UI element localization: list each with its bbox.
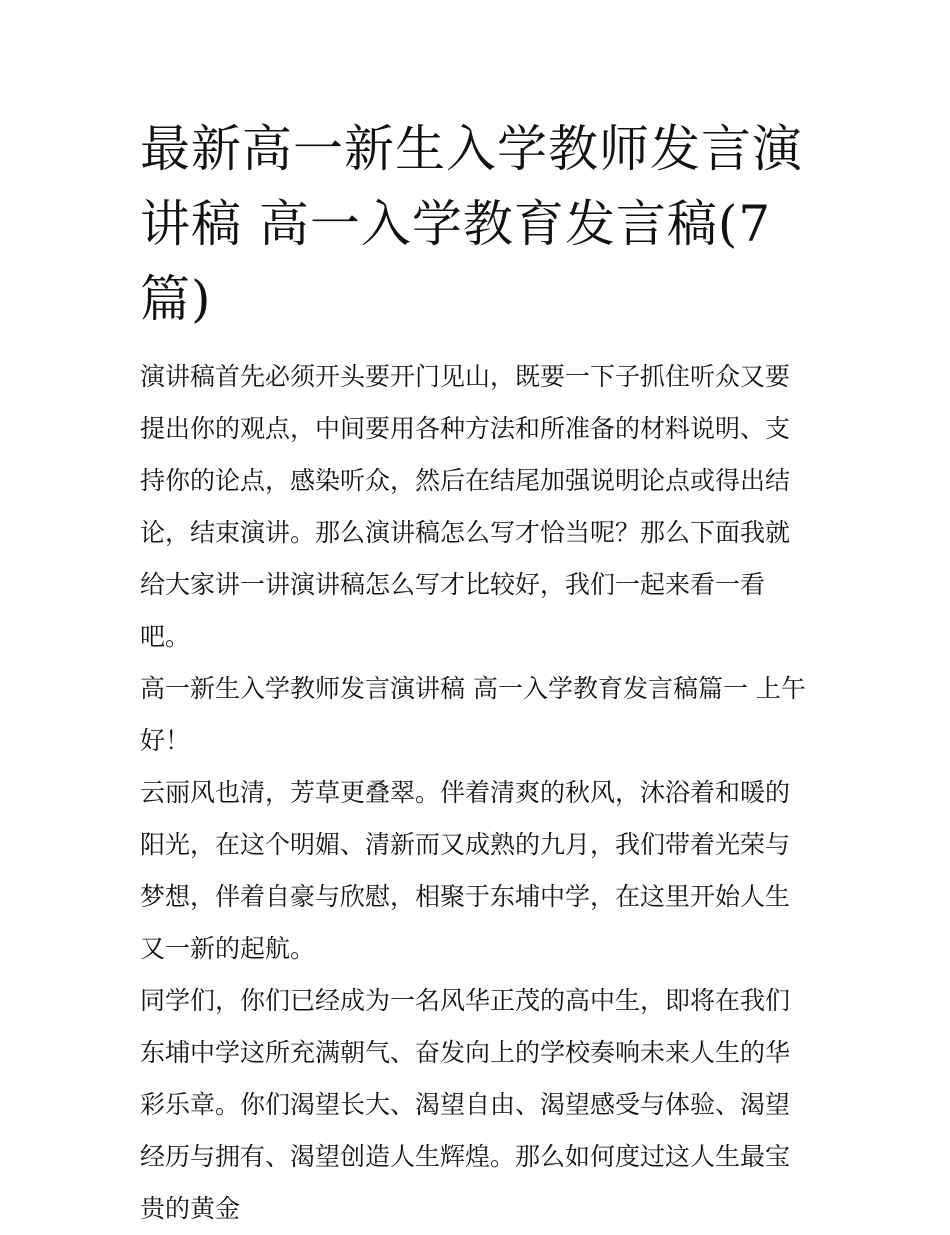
document-content [140, 112, 812, 1235]
paragraph-intro: 演讲稿首先必须开头要开门见山，既要一下子抓住听众又要提出你的观点，中间要用各种方法和所准备的材料说明、支持你的论点，感染听众，然后在结尾加强说明论点或得出结论，结束演讲。那么演讲稿怎么写才恰当呢？那么下面我就给大家讲一讲演讲稿怎么写才比较好，我们一起来看一看吧。 [140, 362, 791, 651]
document-title: 最新高一新生入学教师发言演讲稿 高一入学教育发言稿(7篇) [140, 120, 803, 328]
paragraph-greeting: 高一新生入学教师发言演讲稿 高一入学教育发言稿篇一 上午好！ [140, 674, 806, 755]
document-body [140, 351, 812, 1235]
paragraph-students: 同学们，你们已经成为一名风华正茂的高中生，即将在我们东埔中学这所充满朝气、奋发向上的学校奏响未来人生的华彩乐章。你们渴望长大、渴望自由、渴望感受与体验、渴望经历与拥有、渴望创造人生辉煌。那么如何度过这人生最宝贵的黄金 [140, 986, 791, 1223]
paragraph-opening: 云丽风也清，芳草更叠翠。伴着清爽的秋风，沐浴着和暖的阳光，在这个明媚、清新而又成熟的九月，我们带着光荣与梦想，伴着自豪与欣慰，相聚于东埔中学，在这里开始人生又一新的起航。 [140, 778, 791, 963]
